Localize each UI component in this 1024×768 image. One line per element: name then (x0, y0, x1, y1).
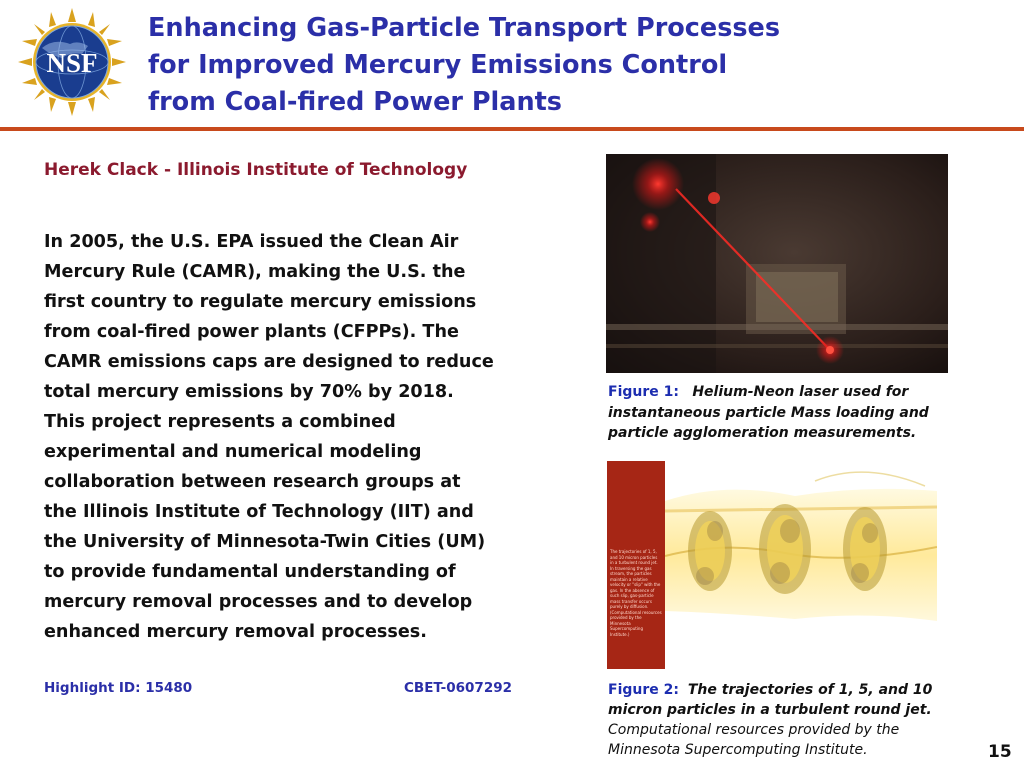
body-line: enhanced mercury removal processes. (44, 622, 427, 642)
body-text (44, 227, 574, 647)
title-line: from Coal-fired Power Plants (148, 87, 562, 117)
body-line: In 2005, the U.S. EPA issued the Clean Air (44, 232, 459, 252)
figure1-caption (608, 382, 1008, 444)
jet-plume-graphic (665, 461, 937, 669)
figure2-label: Figure 2: (608, 682, 679, 698)
figure2-caption-line: The trajectories of 1, 5, and 10 (687, 682, 933, 698)
figure2-credit-line: Computational resources provided by the (608, 722, 900, 738)
figure2-sidebar-strip (607, 461, 665, 669)
body-line: the University of Minnesota-Twin Cities (UM) (44, 532, 486, 552)
figure2-caption (608, 680, 1008, 760)
body-line: the Illinois Institute of Technology (IIT) and (44, 502, 474, 522)
title-line: for Improved Mercury Emissions Control (148, 50, 728, 80)
nsf-logo (18, 8, 126, 116)
body-line: first country to regulate mercury emissions (44, 292, 477, 312)
figure2-strip-text: The trajectories of 1, 5, and 10 micron particles in a turbulent round jet. In traversing the gas stream, the particles maintain a relative velocity or "slip" with the gas. In the absence of such slip, gas-particle mass transfer occurs purely by diffusion. (Computational resources provided by the Minnesota Supercomputing Institute.) (610, 549, 662, 637)
page-number: 15 (988, 742, 1012, 762)
body-line: to provide fundamental understanding of (44, 562, 456, 582)
highlight-id: Highlight ID: 15480 (44, 680, 193, 696)
figure2-trajectory-image (607, 461, 937, 669)
figure1-caption-line: instantaneous particle Mass loading and (608, 404, 929, 421)
figure1-laser-photo (606, 154, 948, 373)
grant-number: CBET-0607292 (404, 680, 512, 696)
body-line: This project represents a combined (44, 412, 396, 432)
figure2-credit-line: Minnesota Supercomputing Institute. (608, 742, 868, 758)
slide-title (148, 10, 888, 121)
title-divider (0, 127, 1024, 131)
body-line: mercury removal processes and to develop (44, 592, 473, 612)
figure1-label: Figure 1: (608, 384, 679, 400)
body-line: collaboration between research groups at (44, 472, 461, 492)
title-line: Enhancing Gas-Particle Transport Processes (148, 13, 781, 43)
nsf-logo-text: NSF (46, 48, 98, 78)
body-line: experimental and numerical modeling (44, 442, 422, 462)
body-line: total mercury emissions by 70% by 2018. (44, 382, 454, 402)
figure1-caption-line: particle agglomeration measurements. (608, 425, 917, 441)
figure2-caption-line: micron particles in a turbulent round jet. (608, 702, 932, 718)
figure1-caption-line: Helium-Neon laser used for (692, 384, 909, 400)
body-line: from coal-fired power plants (CFPPs). The (44, 322, 459, 342)
author-line: Herek Clack - Illinois Institute of Technology (44, 160, 468, 180)
body-line: CAMR emissions caps are designed to reduce (44, 352, 494, 372)
body-line: Mercury Rule (CAMR), making the U.S. the (44, 262, 466, 282)
